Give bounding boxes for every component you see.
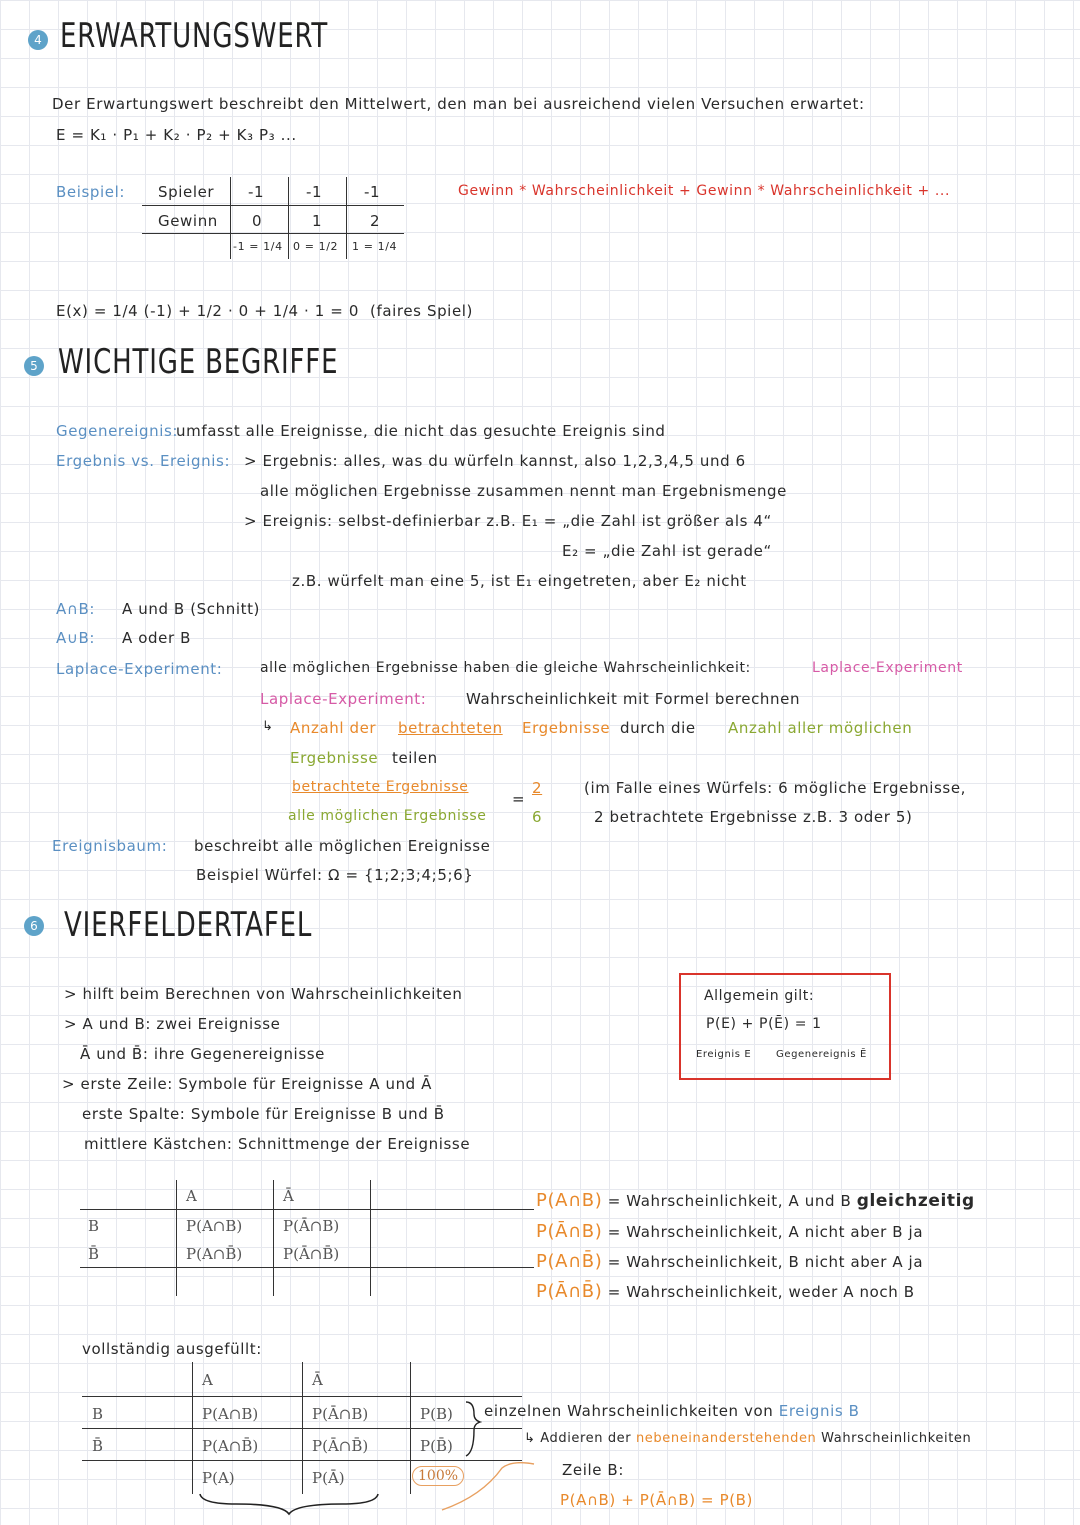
- t2-row-not-b: B̄: [92, 1437, 104, 1455]
- expl-2-text: = Wahrscheinlichkeit, A nicht aber B ja: [607, 1223, 924, 1241]
- table-cell: 2: [370, 212, 381, 230]
- table-rule: [80, 1267, 534, 1268]
- beispiel-label: Beispiel:: [56, 183, 126, 201]
- gewinn-note: Gewinn * Wahrscheinlichkeit + Gewinn * Wahrscheinlichkeit + ...: [458, 183, 950, 199]
- ereignis-e2-line: E₂ = „die Zahl ist gerade“: [562, 542, 772, 560]
- section-number-6: 6: [24, 916, 44, 936]
- ergebnis-ereignis-label: Ergebnis vs. Ereignis:: [56, 452, 231, 470]
- expl-4-text: = Wahrscheinlichkeit, weder A noch B: [607, 1283, 915, 1301]
- t2-cell: P(A∩B̄): [202, 1437, 259, 1455]
- side-note-2-b: nebeneinanderstehenden: [635, 1431, 817, 1446]
- allgemein-title: Allgemein gilt:: [704, 988, 815, 1004]
- expl-4-symbol: P(Ā∩B̄): [536, 1281, 603, 1302]
- section-number-4: 4: [28, 30, 48, 50]
- vft-line-2: > A und B: zwei Ereignisse: [64, 1015, 281, 1033]
- laplace-formula-label: Laplace-Experiment:: [260, 690, 427, 708]
- laplace-step-a: Anzahl der: [290, 719, 377, 737]
- t1-row-b: B: [88, 1217, 100, 1235]
- erwartungswert-definition: Der Erwartungswert beschreibt den Mittelwert, den man bei ausreichend vielen Versuchen erwartet:: [52, 95, 865, 113]
- table-cell: 0 = 1/2: [293, 240, 339, 253]
- side-note-1-ereignis: Ereignis B: [778, 1402, 860, 1420]
- t2-cell-pnotb: P(B̄): [420, 1437, 453, 1455]
- laplace-definition-tail: Laplace-Experiment: [812, 660, 963, 676]
- fraction-numerator: betrachtete Ergebnisse: [292, 779, 469, 795]
- laplace-step-c: Ergebnisse: [522, 719, 611, 737]
- faires-spiel-note: (faires Spiel): [370, 302, 473, 320]
- expl-1-text: = Wahrscheinlichkeit, A und B: [607, 1192, 852, 1210]
- table-rule: [142, 233, 404, 234]
- erwartungswert-formula: E = K₁ · P₁ + K₂ · P₂ + K₃ P₃ ...: [56, 126, 297, 144]
- ergebnismenge-line: alle möglichen Ergebnisse zusammen nennt man Ergebnismenge: [260, 482, 788, 500]
- table-rule: [410, 1362, 411, 1494]
- table-cell: -1: [306, 183, 323, 201]
- allgemein-gegenereignis: Gegenereignis Ē: [776, 1049, 867, 1060]
- t1-head-a: A: [186, 1187, 197, 1205]
- laplace-step-d: durch die: [620, 719, 696, 737]
- t2-head-a: A: [202, 1371, 213, 1389]
- side-note-1-text: einzelnen Wahrscheinlichkeiten von: [484, 1402, 774, 1420]
- laplace-step-f: Ergebnisse: [290, 749, 379, 767]
- expl-1-strong: gleichzeitig: [856, 1191, 975, 1211]
- table-rule: [80, 1209, 534, 1210]
- schnitt-label: A∩B:: [56, 600, 95, 618]
- table-cell: 0: [252, 212, 263, 230]
- gegenereignis-text: umfasst alle Ereignisse, die nicht das gesuchte Ereignis sind: [176, 422, 666, 440]
- fraction-value-denominator: 6: [532, 808, 543, 826]
- table-rule: [288, 177, 289, 259]
- section-number-5: 5: [24, 356, 44, 376]
- section-title-begriffe: WICHTIGE BEGRIFFE: [58, 342, 339, 382]
- vereinigung-label: A∪B:: [56, 629, 95, 647]
- row-label-spieler: Spieler: [158, 183, 215, 201]
- ereignisbaum-label: Ereignisbaum:: [52, 837, 168, 855]
- ereignis-example-line: z.B. würfelt man eine 5, ist E₁ eingetreten, aber E₂ nicht: [292, 572, 747, 590]
- allgemein-ereignis: Ereignis E: [696, 1049, 752, 1060]
- table-rule: [176, 1180, 177, 1296]
- allgemein-formula: P(E) + P(Ē) = 1: [706, 1016, 822, 1032]
- laplace-label: Laplace-Experiment:: [56, 660, 223, 678]
- vollstaendig-label: vollständig ausgefüllt:: [82, 1340, 262, 1358]
- t2-head-not-a: Ā: [312, 1371, 323, 1389]
- t1-cell: P(A∩B̄): [186, 1245, 243, 1263]
- table-rule: [346, 177, 347, 259]
- vft-line-6: mittlere Kästchen: Schnittmenge der Ereignisse: [84, 1135, 471, 1153]
- t2-row-b: B: [92, 1405, 104, 1423]
- row-label-gewinn: Gewinn: [158, 212, 218, 230]
- expl-2-symbol: P(Ā∩B): [536, 1221, 603, 1242]
- t1-row-not-b: B̄: [88, 1245, 100, 1263]
- vft-line-1: > hilft beim Berechnen von Wahrscheinlichkeiten: [64, 985, 463, 1003]
- table-cell: -1: [364, 183, 381, 201]
- ereignis-line: > Ereignis: selbst-definierbar z.B. E₁ = „die Zahl ist größer als 4“: [244, 512, 772, 530]
- expl-1-symbol: P(A∩B): [536, 1190, 603, 1211]
- expl-1: [536, 1190, 975, 1211]
- expl-3-text: = Wahrscheinlichkeit, B nicht aber A ja: [607, 1253, 924, 1271]
- section-title-vierfeldertafel: VIERFELDERTAFEL: [64, 905, 313, 945]
- ereignisbaum-text: beschreibt alle möglichen Ereignisse: [194, 837, 491, 855]
- t1-head-not-a: Ā: [283, 1187, 294, 1205]
- laplace-step-b: betrachteten: [398, 719, 503, 737]
- fraction-value-numerator: 2: [532, 779, 543, 797]
- arrow-icon: ↳: [262, 719, 274, 734]
- table-rule: [370, 1180, 371, 1296]
- laplace-formula-text: Wahrscheinlichkeit mit Formel berechnen: [466, 690, 801, 708]
- side-note-2-a: ↳ Addieren der: [524, 1431, 632, 1446]
- t1-cell: P(Ā∩B): [283, 1217, 340, 1235]
- section-title-erwartungswert: ERWARTUNGSWERT: [60, 16, 329, 56]
- ergebnis-line: > Ergebnis: alles, was du würfeln kannst, also 1,2,3,4,5 und 6: [244, 452, 746, 470]
- side-note-3: Zeile B:: [562, 1461, 624, 1479]
- laplace-definition: alle möglichen Ergebnisse haben die gleiche Wahrscheinlichkeit:: [260, 660, 751, 676]
- brace-icon: [196, 1490, 382, 1520]
- vft-line-5: erste Spalte: Symbole für Ereignisse B und B̄: [82, 1105, 445, 1123]
- expl-3-symbol: P(A∩B̄): [536, 1251, 603, 1272]
- right-brace-icon: [464, 1400, 482, 1460]
- table-rule: [192, 1362, 193, 1494]
- fraction-note-1: (im Falle eines Würfels: 6 mögliche Ergebnisse,: [584, 779, 967, 797]
- side-note-1: [484, 1402, 860, 1420]
- fraction-note-2: 2 betrachtete Ergebnisse z.B. 3 oder 5): [594, 808, 913, 826]
- t2-cell-pa: P(A): [202, 1469, 235, 1487]
- t2-cell: P(Ā∩B̄): [312, 1437, 369, 1455]
- table-rule: [230, 177, 231, 259]
- table-cell: -1: [248, 183, 265, 201]
- t2-cell: P(A∩B): [202, 1405, 259, 1423]
- table-rule: [302, 1362, 303, 1494]
- t2-cell-pb: P(B): [420, 1405, 453, 1423]
- expl-2: [536, 1221, 923, 1242]
- vft-line-4: > erste Zeile: Symbole für Ereignisse A und Ā: [62, 1075, 433, 1093]
- ereignisbaum-example: Beispiel Würfel: Ω = {1;2;3;4;5;6}: [196, 866, 474, 884]
- expected-value-result: E(x) = 1/4 (-1) + 1/2 · 0 + 1/4 · 1 = 0: [56, 302, 359, 320]
- side-note-4: P(A∩B) + P(Ā∩B) = P(B): [560, 1491, 754, 1509]
- t2-cell-100: 100%: [412, 1466, 464, 1486]
- vereinigung-text: A oder B: [122, 629, 191, 647]
- t1-cell: P(Ā∩B̄): [283, 1245, 340, 1263]
- vft-line-3: Ā und B̄: ihre Gegenereignisse: [80, 1045, 325, 1063]
- table-rule: [142, 205, 404, 206]
- fraction-denominator: alle möglichen Ergebnisse: [288, 808, 487, 824]
- expl-3: [536, 1251, 923, 1272]
- table-cell: 1: [312, 212, 323, 230]
- laplace-step-g: teilen: [392, 749, 438, 767]
- t1-cell: P(A∩B): [186, 1217, 243, 1235]
- schnitt-text: A und B (Schnitt): [122, 600, 261, 618]
- table-cell: -1 = 1/4: [233, 240, 283, 253]
- table-cell: 1 = 1/4: [352, 240, 398, 253]
- side-note-2-c: Wahrscheinlichkeiten: [821, 1431, 972, 1446]
- orange-swoosh-icon: [438, 1462, 538, 1514]
- gegenereignis-label: Gegenereignis:: [56, 422, 179, 440]
- laplace-step-e: Anzahl aller möglichen: [728, 719, 913, 737]
- fraction-equals: =: [512, 790, 526, 808]
- side-note-2: [524, 1431, 971, 1446]
- expl-4: [536, 1281, 915, 1302]
- t2-cell: P(Ā∩B): [312, 1405, 369, 1423]
- table-rule: [273, 1180, 274, 1296]
- t2-cell-pnota: P(Ā): [312, 1469, 345, 1487]
